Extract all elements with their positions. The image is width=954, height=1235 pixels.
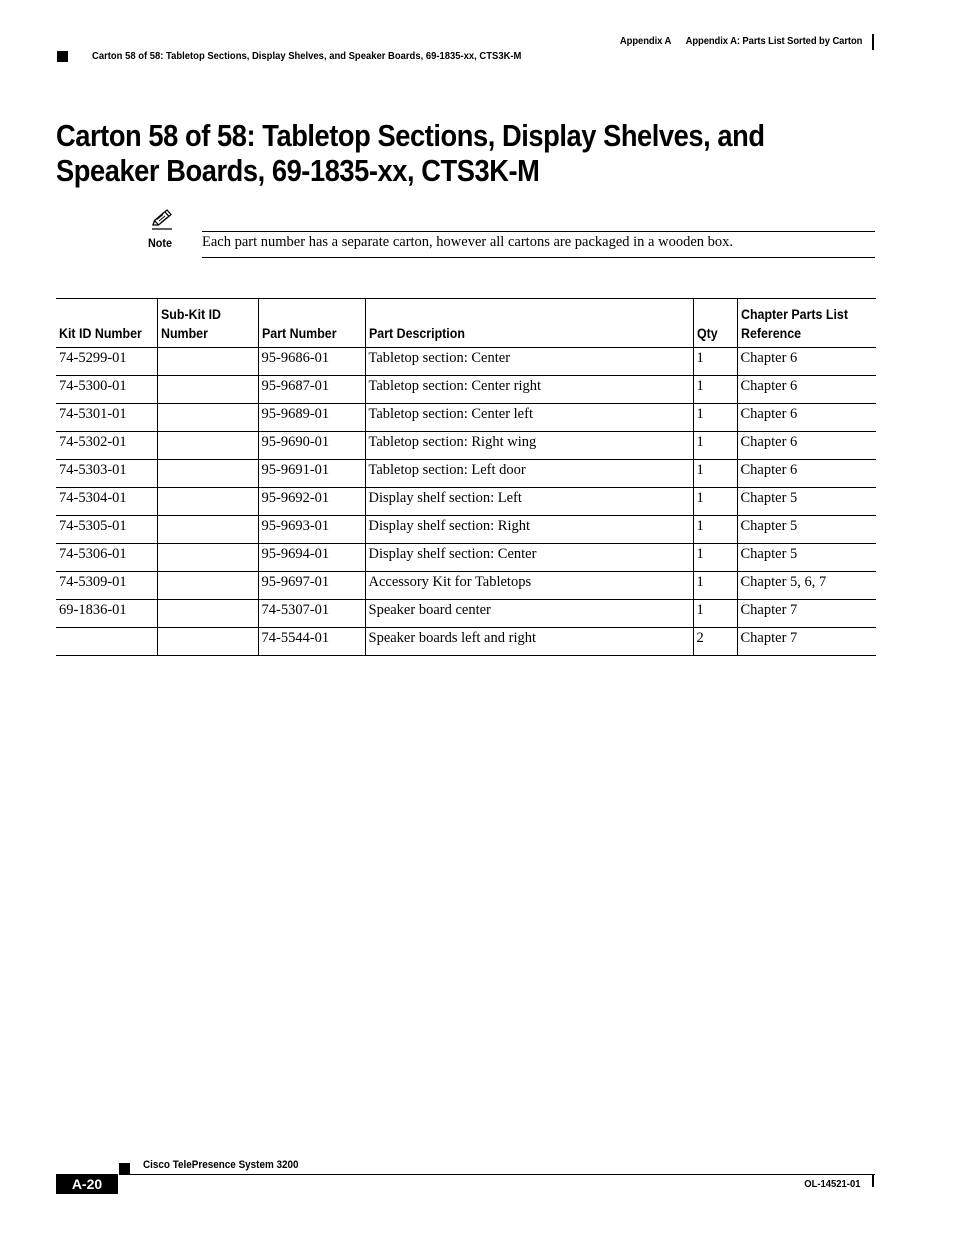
cell-sub-kit-id bbox=[157, 600, 258, 628]
cell-part-number: 95-9693-01 bbox=[258, 516, 365, 544]
cell-part-description: Tabletop section: Right wing bbox=[365, 432, 693, 460]
cell-chapter-reference: Chapter 7 bbox=[737, 600, 876, 628]
parts-table bbox=[56, 298, 876, 656]
table-row bbox=[56, 516, 876, 544]
cell-chapter-reference: Chapter 5 bbox=[737, 488, 876, 516]
column-header-qty: Qty bbox=[693, 299, 737, 348]
cell-sub-kit-id bbox=[157, 348, 258, 376]
table-row bbox=[56, 628, 876, 656]
cell-kit-id: 74-5301-01 bbox=[56, 404, 157, 432]
cell-sub-kit-id bbox=[157, 544, 258, 572]
cell-kit-id: 74-5305-01 bbox=[56, 516, 157, 544]
page-title-line-2: Speaker Boards, 69-1835-xx, CTS3K-M bbox=[56, 153, 540, 188]
cell-part-description: Tabletop section: Center left bbox=[365, 404, 693, 432]
note-bottom-rule bbox=[202, 257, 875, 258]
cell-part-description: Accessory Kit for Tabletops bbox=[365, 572, 693, 600]
cell-part-number: 74-5307-01 bbox=[258, 600, 365, 628]
header-vertical-bar bbox=[872, 34, 874, 50]
cell-part-description: Display shelf section: Center bbox=[365, 544, 693, 572]
table-row bbox=[56, 460, 876, 488]
cell-qty: 1 bbox=[693, 404, 737, 432]
cell-qty: 1 bbox=[693, 488, 737, 516]
cell-qty: 1 bbox=[693, 348, 737, 376]
footer-doc-id: OL-14521-01 bbox=[803, 1178, 860, 1190]
cell-kit-id: 74-5299-01 bbox=[56, 348, 157, 376]
column-header-sub-kit-id: Sub-Kit ID Number bbox=[157, 299, 258, 348]
table-row bbox=[56, 432, 876, 460]
cell-sub-kit-id bbox=[157, 516, 258, 544]
note-label: Note bbox=[148, 236, 173, 250]
cell-chapter-reference: Chapter 6 bbox=[737, 460, 876, 488]
cell-qty: 1 bbox=[693, 600, 737, 628]
footer-vertical-bar bbox=[872, 1174, 874, 1187]
cell-part-description: Speaker boards left and right bbox=[365, 628, 693, 656]
table-row bbox=[56, 544, 876, 572]
cell-sub-kit-id bbox=[157, 432, 258, 460]
cell-sub-kit-id bbox=[157, 488, 258, 516]
cell-part-description: Tabletop section: Left door bbox=[365, 460, 693, 488]
header-subtitle: Carton 58 of 58: Tabletop Sections, Display Shelves, and Speaker Boards, 69-1835-xx, CTS3K-M bbox=[92, 50, 522, 62]
cell-kit-id: 74-5302-01 bbox=[56, 432, 157, 460]
cell-sub-kit-id bbox=[157, 404, 258, 432]
cell-qty: 1 bbox=[693, 572, 737, 600]
cell-chapter-reference: Chapter 5 bbox=[737, 544, 876, 572]
note-top-rule bbox=[202, 231, 875, 232]
cell-part-description: Tabletop section: Center right bbox=[365, 376, 693, 404]
footer-rule bbox=[119, 1174, 875, 1175]
cell-kit-id: 74-5304-01 bbox=[56, 488, 157, 516]
cell-part-number: 95-9692-01 bbox=[258, 488, 365, 516]
column-header-chapter-reference: Chapter Parts List Reference bbox=[737, 299, 876, 348]
cell-sub-kit-id bbox=[157, 460, 258, 488]
cell-sub-kit-id bbox=[157, 376, 258, 404]
cell-part-number: 95-9694-01 bbox=[258, 544, 365, 572]
footer-square-marker bbox=[119, 1163, 130, 1174]
cell-part-number: 95-9697-01 bbox=[258, 572, 365, 600]
cell-chapter-reference: Chapter 5, 6, 7 bbox=[737, 572, 876, 600]
cell-kit-id: 74-5306-01 bbox=[56, 544, 157, 572]
running-header-right bbox=[620, 35, 862, 47]
cell-part-number: 95-9691-01 bbox=[258, 460, 365, 488]
cell-chapter-reference: Chapter 6 bbox=[737, 404, 876, 432]
page-title bbox=[56, 118, 822, 188]
page-title-line-1: Carton 58 of 58: Tabletop Sections, Display Shelves, and bbox=[56, 118, 765, 153]
cell-chapter-reference: Chapter 5 bbox=[737, 516, 876, 544]
note-text: Each part number has a separate carton, however all cartons are packaged in a wooden box. bbox=[202, 234, 734, 250]
header-appendix: Appendix A bbox=[619, 35, 671, 47]
cell-kit-id: 74-5309-01 bbox=[56, 572, 157, 600]
cell-part-description: Tabletop section: Center bbox=[365, 348, 693, 376]
cell-chapter-reference: Chapter 7 bbox=[737, 628, 876, 656]
table-row bbox=[56, 488, 876, 516]
table-row bbox=[56, 376, 876, 404]
cell-part-description: Display shelf section: Right bbox=[365, 516, 693, 544]
column-header-part-number: Part Number bbox=[258, 299, 365, 348]
cell-part-number: 95-9686-01 bbox=[258, 348, 365, 376]
column-header-part-description: Part Description bbox=[365, 299, 693, 348]
pencil-note-icon bbox=[150, 208, 178, 232]
page-number: A-20 bbox=[56, 1174, 118, 1194]
cell-sub-kit-id bbox=[157, 628, 258, 656]
cell-part-description: Speaker board center bbox=[365, 600, 693, 628]
cell-qty: 1 bbox=[693, 376, 737, 404]
table-row bbox=[56, 348, 876, 376]
cell-chapter-reference: Chapter 6 bbox=[737, 432, 876, 460]
cell-part-description: Display shelf section: Left bbox=[365, 488, 693, 516]
table-row bbox=[56, 572, 876, 600]
cell-kit-id: 74-5300-01 bbox=[56, 376, 157, 404]
header-square-marker bbox=[57, 51, 68, 62]
cell-qty: 1 bbox=[693, 432, 737, 460]
cell-part-number: 74-5544-01 bbox=[258, 628, 365, 656]
cell-kit-id: 69-1836-01 bbox=[56, 600, 157, 628]
cell-chapter-reference: Chapter 6 bbox=[737, 376, 876, 404]
footer-product-title: Cisco TelePresence System 3200 bbox=[143, 1159, 299, 1171]
cell-chapter-reference: Chapter 6 bbox=[737, 348, 876, 376]
cell-qty: 1 bbox=[693, 544, 737, 572]
cell-qty: 1 bbox=[693, 516, 737, 544]
table-row bbox=[56, 404, 876, 432]
column-header-kit-id: Kit ID Number bbox=[56, 299, 157, 348]
header-section: Appendix A: Parts List Sorted by Carton bbox=[685, 35, 862, 47]
cell-sub-kit-id bbox=[157, 572, 258, 600]
cell-kit-id bbox=[56, 628, 157, 656]
cell-qty: 2 bbox=[693, 628, 737, 656]
cell-part-number: 95-9690-01 bbox=[258, 432, 365, 460]
cell-part-number: 95-9687-01 bbox=[258, 376, 365, 404]
table-row bbox=[56, 600, 876, 628]
table-header-row bbox=[56, 299, 876, 348]
cell-kit-id: 74-5303-01 bbox=[56, 460, 157, 488]
cell-qty: 1 bbox=[693, 460, 737, 488]
cell-part-number: 95-9689-01 bbox=[258, 404, 365, 432]
